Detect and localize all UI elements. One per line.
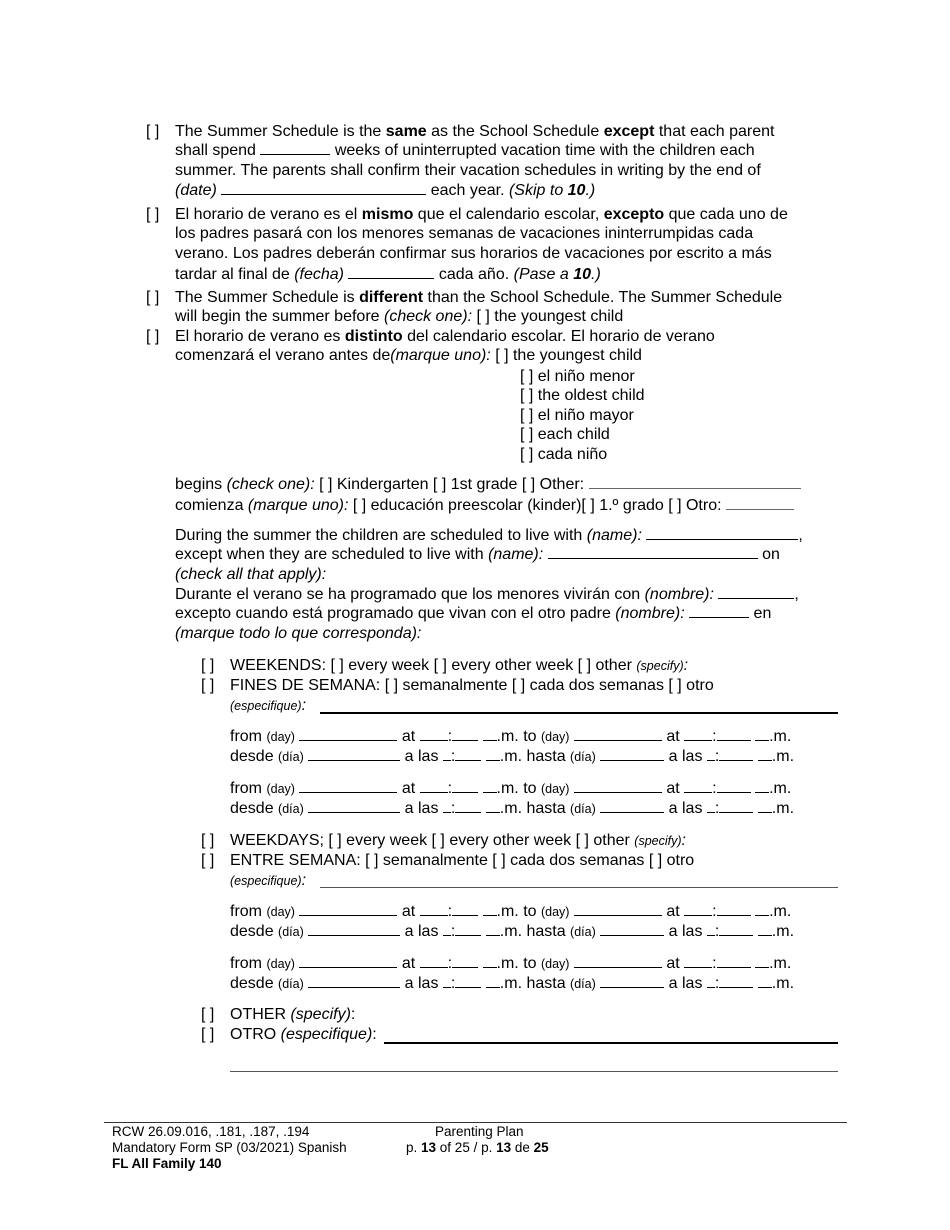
from-minute-field[interactable] [452, 791, 478, 793]
time-row-desde: desde (día) a las : .m. hasta (día) a las : .m. [230, 748, 795, 765]
desde-minuto-field[interactable] [455, 759, 481, 761]
checkbox-distinto-horario[interactable]: [ ] [146, 328, 160, 345]
same-schedule-line3: summer. The parents shall confirm their vacation schedules in writing by the end of [175, 162, 761, 179]
from-hour-field[interactable] [420, 966, 448, 968]
vivir-nombre-field[interactable] [718, 597, 794, 599]
weekdays-specify-field[interactable] [320, 887, 838, 888]
from-ampm-field[interactable] [483, 914, 497, 916]
from-ampm-field[interactable] [483, 791, 497, 793]
hasta-ampm-field[interactable] [758, 759, 772, 761]
from-minute-field[interactable] [452, 914, 478, 916]
mismo-line4: tardar al final de (fecha) cada año. (Pase a 10.) [175, 266, 601, 283]
desde-ampm-field[interactable] [486, 934, 500, 936]
footer-form: Mandatory Form SP (03/2021) Spanish [112, 1140, 347, 1155]
weekends-specify-field[interactable] [320, 712, 838, 714]
desde-minuto-field[interactable] [455, 811, 481, 813]
to-ampm-field[interactable] [755, 966, 769, 968]
child-option-each[interactable]: [ ] each child [520, 426, 610, 443]
hasta-dia-field[interactable] [600, 811, 664, 813]
checkbox-same-schedule[interactable]: [ ] [146, 123, 160, 140]
from-day-field[interactable] [299, 914, 397, 916]
to-ampm-field[interactable] [755, 739, 769, 741]
to-minute-field[interactable] [717, 914, 751, 916]
different-line1: The Summer Schedule is different than the School Schedule. The Summer Schedule [175, 289, 783, 306]
to-ampm-field[interactable] [755, 791, 769, 793]
hasta-hora-field[interactable] [707, 986, 715, 988]
other-specify-field-2[interactable] [230, 1071, 838, 1072]
time-row-from: from (day) at : .m. to (day) at : .m. [230, 955, 792, 972]
weekdays-specify-line: (especifique): [230, 872, 307, 889]
during-line2: except when they are scheduled to live with (name): on [175, 546, 780, 563]
from-day-field[interactable] [299, 966, 397, 968]
footer-rule [104, 1122, 847, 1123]
desde-minuto-field[interactable] [455, 986, 481, 988]
during-line3: (check all that apply): [175, 566, 327, 583]
checkbox-entre-semana[interactable]: [ ] [201, 852, 215, 869]
footer-page: p. 13 of 25 / p. 13 de 25 [406, 1140, 549, 1155]
comienza-otro-field[interactable] [726, 508, 794, 510]
footer-rcw: RCW 26.09.016, .181, .187, .194 [112, 1124, 310, 1139]
distinto-line1: El horario de verano es distinto del calendario escolar. El horario de verano [175, 328, 715, 345]
other-line: OTHER (specify): [230, 1006, 356, 1023]
checkbox-otro[interactable]: [ ] [201, 1026, 215, 1043]
except-name-field[interactable] [548, 557, 758, 559]
to-day-field[interactable] [574, 966, 662, 968]
fecha-field[interactable] [348, 277, 434, 279]
hasta-dia-field[interactable] [600, 934, 664, 936]
from-day-field[interactable] [299, 739, 397, 741]
hasta-ampm-field[interactable] [758, 811, 772, 813]
desde-ampm-field[interactable] [486, 986, 500, 988]
comienza-line: comienza (marque uno): [ ] educación preescolar (kinder)[ ] 1.º grado [ ] Otro: [175, 496, 794, 516]
child-option-nino-mayor[interactable]: [ ] el niño mayor [520, 407, 634, 424]
hasta-minuto-field[interactable] [719, 811, 753, 813]
other-specify-field[interactable] [384, 1042, 838, 1044]
to-hour-field[interactable] [684, 739, 712, 741]
checkbox-mismo-horario[interactable]: [ ] [146, 206, 160, 223]
desde-hora-field[interactable] [443, 811, 451, 813]
same-schedule-line4: (date) each year. (Skip to 10.) [175, 182, 596, 199]
checkbox-fines-de-semana[interactable]: [ ] [201, 677, 215, 694]
from-ampm-field[interactable] [483, 966, 497, 968]
different-line2: will begin the summer before (check one): [ ] the youngest child [175, 308, 624, 325]
from-hour-field[interactable] [420, 914, 448, 916]
same-schedule-line1: The Summer Schedule is the same as the School Schedule except that each parent [175, 123, 775, 140]
to-day-field[interactable] [574, 739, 662, 741]
mismo-line1: El horario de verano es el mismo que el calendario escolar, excepto que cada uno de [175, 206, 788, 223]
weeks-field[interactable] [260, 153, 330, 155]
to-day-field[interactable] [574, 914, 662, 916]
desde-dia-field[interactable] [308, 986, 400, 988]
hasta-dia-field[interactable] [600, 759, 664, 761]
durante-line1: Durante el verano se ha programado que los menores vivirán con (nombre): , [175, 586, 799, 603]
hasta-hora-field[interactable] [707, 934, 715, 936]
mismo-line3: verano. Los padres deberán confirmar sus horarios de vacaciones por escrito a más [175, 245, 772, 262]
begins-other-field[interactable] [589, 487, 801, 489]
mismo-line2: los padres pasará con los menores semanas de vacaciones ininterrumpidas cada [175, 225, 754, 242]
checkbox-different-schedule[interactable]: [ ] [146, 289, 160, 306]
desde-dia-field[interactable] [308, 934, 400, 936]
from-day-field[interactable] [299, 791, 397, 793]
desde-dia-field[interactable] [308, 811, 400, 813]
fines-de-semana-line: FINES DE SEMANA: [ ] semanalmente [ ] cada dos semanas [ ] otro [230, 677, 714, 694]
child-option-oldest[interactable]: [ ] the oldest child [520, 387, 645, 404]
weekends-line: WEEKENDS: [ ] every week [ ] every other week [ ] other (specify): [230, 657, 689, 674]
from-hour-field[interactable] [420, 791, 448, 793]
desde-ampm-field[interactable] [486, 811, 500, 813]
same-schedule-line2: shall spend weeks of uninterrupted vacation time with the children each [175, 142, 755, 159]
otro-line: OTRO (especifique): [230, 1026, 377, 1043]
desde-hora-field[interactable] [443, 934, 451, 936]
hasta-minuto-field[interactable] [719, 759, 753, 761]
weekends-specify-line: (especifique): [230, 697, 307, 714]
to-hour-field[interactable] [684, 914, 712, 916]
from-ampm-field[interactable] [483, 739, 497, 741]
to-minute-field[interactable] [717, 966, 751, 968]
hasta-ampm-field[interactable] [758, 986, 772, 988]
to-day-field[interactable] [574, 791, 662, 793]
time-row-desde: desde (día) a las : .m. hasta (día) a las : .m. [230, 923, 795, 940]
footer-fl: FL All Family 140 [112, 1156, 222, 1171]
live-with-name-field[interactable] [646, 538, 798, 540]
from-minute-field[interactable] [452, 739, 478, 741]
child-option-nino-menor[interactable]: [ ] el niño menor [520, 368, 635, 385]
weekdays-line: WEEKDAYS; [ ] every week [ ] every other week [ ] other (specify): [230, 832, 686, 849]
otro-padre-nombre-field[interactable] [689, 616, 749, 618]
checkbox-weekends[interactable]: [ ] [201, 657, 215, 674]
desde-hora-field[interactable] [443, 759, 451, 761]
hasta-dia-field[interactable] [600, 986, 664, 988]
hasta-hora-field[interactable] [707, 759, 715, 761]
date-field[interactable] [221, 193, 426, 195]
durante-line2: excepto cuando está programado que vivan con el otro padre (nombre): en [175, 605, 772, 622]
during-line1: During the summer the children are scheduled to live with (name): , [175, 527, 803, 544]
to-minute-field[interactable] [717, 791, 751, 793]
begins-line: begins (check one): [ ] Kindergarten [ ] 1st grade [ ] Other: [175, 475, 801, 495]
time-row-from: from (day) at : .m. to (day) at : .m. [230, 728, 792, 745]
entre-semana-line: ENTRE SEMANA: [ ] semanalmente [ ] cada dos semanas [ ] otro [230, 852, 695, 869]
hasta-minuto-field[interactable] [719, 986, 753, 988]
child-option-cada[interactable]: [ ] cada niño [520, 446, 608, 463]
from-minute-field[interactable] [452, 966, 478, 968]
to-minute-field[interactable] [717, 739, 751, 741]
desde-ampm-field[interactable] [486, 759, 500, 761]
to-hour-field[interactable] [684, 791, 712, 793]
to-hour-field[interactable] [684, 966, 712, 968]
durante-line3: (marque todo lo que corresponda): [175, 625, 422, 642]
from-hour-field[interactable] [420, 739, 448, 741]
time-row-from: from (day) at : .m. to (day) at : .m. [230, 903, 792, 920]
hasta-minuto-field[interactable] [719, 934, 753, 936]
time-row-desde: desde (día) a las : .m. hasta (día) a las : .m. [230, 800, 795, 817]
distinto-line2: comenzará el verano antes de(marque uno): [ ] the youngest child [175, 347, 642, 364]
hasta-hora-field[interactable] [707, 811, 715, 813]
checkbox-other[interactable]: [ ] [201, 1006, 215, 1023]
time-row-desde: desde (día) a las : .m. hasta (día) a las : .m. [230, 975, 795, 992]
time-row-from: from (day) at : .m. to (day) at : .m. [230, 780, 792, 797]
desde-hora-field[interactable] [443, 986, 451, 988]
desde-minuto-field[interactable] [455, 934, 481, 936]
hasta-ampm-field[interactable] [758, 934, 772, 936]
desde-dia-field[interactable] [308, 759, 400, 761]
checkbox-weekdays[interactable]: [ ] [201, 832, 215, 849]
footer-title: Parenting Plan [435, 1124, 524, 1139]
to-ampm-field[interactable] [755, 914, 769, 916]
